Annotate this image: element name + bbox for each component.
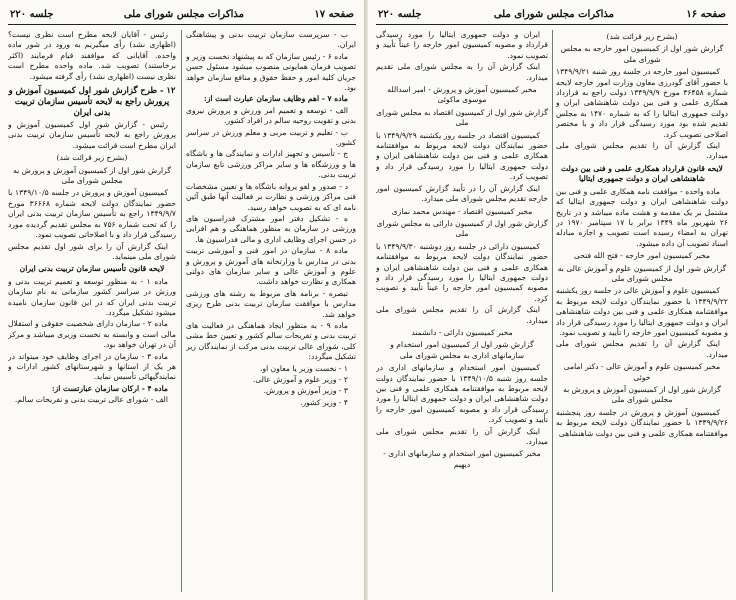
paragraph: ماده ۲ - سازمان دارای شخصیت حقوقی و استقلال مالی است و وابسته به نخست وزیری میباشد و مرکز آن در تهران خواهد بود. xyxy=(8,319,176,350)
list-item: ۱ - نخست وزیر یا معاون او. xyxy=(260,363,348,373)
report-title: گزارش شور اول از کمیسیون دارائی به مجلس شورای ملی xyxy=(376,218,548,239)
paragraph: د - صدور و لغو پروانه باشگاه ها و تعیین مشخصات فنی مراکز ورزشی و نظارت بر فعالیت آنها طبق آئین نامه ای که به تصویب خواهد رسید. xyxy=(186,181,356,212)
rapporteur: مخبر کمیسیون اقتصاد - مهندس محمد نمازی xyxy=(391,206,533,216)
text-column-right xyxy=(186,30,356,592)
page-17 xyxy=(0,0,365,600)
paragraph: کمیسیون آموزش و پرورش در جلسه روز پنجشنبه ۱۳۴۹/۹/۲۶ با حضور نمایندگان دولت لایحه مربوط به موافقتنامه همکاری علمی و فنی بین دولت شاهنشاهی xyxy=(556,407,728,438)
rapporteur: مخبر کمیسیون علوم و آموزش عالی - دکتر امامی خوئی xyxy=(563,362,721,382)
page-header xyxy=(378,6,726,22)
paragraph: کمیسیون امور خارجه در جلسه روز شنبه ۱۳۴۹/۹/۲۱ با حضور آقای گودرزی معاون وزارت امور خارجه لایحه شماره ۳۶۴۵۸ مورخ ۱۳۴۹/۹/۹ دولت راجع به قرارداد همکاری علمی و فنی بین دولت شاهنشاهی ایران و دولت جمهوری ایتالیا را که به شماره ۱۴۷۰ به مجلس تقدیم شده بود مورد رسیدگی قرار داد و با مختصر اصلاحی تصویب کرد. xyxy=(556,67,728,139)
section-heading: ۱۲ - طرح گزارش شور اول کمیسیون آموزش و پرورش راجع به لایحه تأسیس سازمان تربیت بدنی ایران xyxy=(8,85,176,118)
list-item: ۲ - وزیر علوم و آموزش عالی. xyxy=(252,375,348,384)
bill-title: لایحه قانون تأسیس سازمان تربیت بدنی ایران xyxy=(19,264,165,274)
paragraph: اینک گزارش آن را برای شور اول تقدیم مجلس شورای ملی مینماید. xyxy=(8,241,176,261)
paragraph: ج - تأسیس و تجهیز ادارات و نمایندگی ها و باشگاه ها و ورزشگاه ها و سایر مراکز ورزشی تابع سازمان تربیت بدنی. xyxy=(186,149,356,180)
paragraph: کمیسیون علوم و آموزش عالی در جلسه روز یکشنبه ۱۳۴۹/۹/۲۲ با حضور نمایندگان دولت لایحه مربوط به موافقتنامه همکاری علمی و فنی بین دولت شاهنشاهی ایران و دولت جمهوری ایتالیا را مورد رسیدگی قرار داد و مصوبه کمیسیون امور خارجه را تأیید و تصویب نمود. xyxy=(556,286,728,337)
rapporteur: مخبر کمیسیون آموزش و پرورش - امیر اسدالله موسوی ماکوئی xyxy=(387,85,537,105)
rapporteur: مخبر کمیسیون دارائی - دانشمند xyxy=(411,327,513,337)
paragraph: ایران و دولت جمهوری ایتالیا را مورد رسیدگی قرارداد و مصوبه کمیسیون امور خارجه را عیناً تأیید و تصویب نمود. xyxy=(376,30,548,60)
paragraph: کمیسیون امور استخدام و سازمانهای اداری در جلسه روز شنبه ۱۳۴۹/۱۰/۵ با حضور نمایندگان دولت لایحه مربوط به موافقتنامه همکاری علمی و فنی بین دولت شاهنشاهی ایران و دولت جمهوری ایتالیا را مورد رسیدگی قرار داد و مصوبه کمیسیون امور خارجه را تأیید و تصویب کرد. xyxy=(376,363,548,425)
list-item: ۴ - وزیر کشور. xyxy=(300,397,348,407)
rapporteur: مخبر کمیسیون امور خارجه - فتح الله فتحی xyxy=(574,251,710,261)
text-column-left xyxy=(8,30,176,592)
paragraph: ماده ۳ - سازمان در اجرای وظایف خود میتواند در هر یک از استانها و شهرستانهای کشور ادارات و نمایندگیهائی تأسیس نماید. xyxy=(8,351,176,382)
paragraph: اینک گزارش آن را تقدیم مجلس شورای ملی میدارد. xyxy=(556,339,728,359)
article-heading: ماده ۴ - ارکان سازمان عبارتست از: xyxy=(51,383,168,393)
page-16 xyxy=(368,0,736,600)
paragraph: ماده ۱ - به منظور توسعه و تعمیم تربیت بدنی و ورزش در سراسر کشور سازمانی به نام سازمان تربیت بدنی ایران که در این قانون سازمان نامیده میشود تشکیل میگردد. xyxy=(8,276,176,317)
session-title: مذاکرات مجلس شورای ملی xyxy=(493,8,614,20)
reading-note: (بشرح زیر قرائت شد) xyxy=(56,153,128,163)
paragraph: الف - شورای عالی تربیت بدنی و تفریحات سالم. xyxy=(14,395,168,405)
paragraph: اینک گزارش آن را به مجلس شورای ملی تقدیم میدارد. xyxy=(376,62,548,82)
paragraph: اینک گزارش آن را در تأیید گزارش کمیسیون امور خارجه تقدیم مجلس شورای ملی میدارد. xyxy=(376,183,548,204)
paragraph: کمیسیون اقتصاد در جلسه روز یکشنبه ۱۳۴۹/۹/۲۹ با حضور نمایندگان دولت لایحه مربوط به موافقتنامه همکاری علمی و فنی بین دولت شاهنشاهی ایران و دولت جمهوری ایتالیا را مورد رسیدگی قرار داد و تصویب کرد. xyxy=(376,130,548,182)
paragraph: اینک گزارش آن را تقدیم مجلس شورای ملی میدارد. xyxy=(376,305,548,325)
report-title: گزارش شور اول از کمیسیون آموزش و پرورش به مجلس شورای ملی xyxy=(13,165,171,186)
paragraph: ماده واحده - موافقت نامه همکاری علمی و فنی بین دولت شاهنشاهی ایران و دولت جمهوری ایتالیا که مشتمل بر یک مقدمه و هشت ماده میباشد و در تاریخ ۲۶ شهریور ماه ۱۳۴۹ برابر با ۱۷ سپتامبر ۱۹۷۰ در تهران به امضاء رسیده است تصویب و اجازه مبادله اسناد تصویب آن داده میشود. xyxy=(556,186,728,248)
paragraph: کمیسیون دارائی در جلسه روز دوشنبه ۱۳۴۹/۹/۳۰ با حضور نمایندگان دولت لایحه مربوط به موافقتنامه همکاری علمی و فنی بین دولت شاهنشاهی ایران و دولت جمهوری ایتالیا را مورد رسیدگی قرار داد و مصوبه کمیسیون امور خارجه را عیناً تأیید و تصویب کرد. xyxy=(376,241,548,303)
paragraph: کمیسیون آموزش و پرورش در جلسه ۱۳۴۹/۱۰/۵ با حضور نمایندگان دولت لایحه شماره ۳۶۶۶۸ مورخ ۱۳۴۹/۹/۷ راجع به تأسیس سازمان تربیت بدنی ایران را که تحت شماره ۷۵۶ به مجلس تقدیم گردیده مورد رسیدگی قرار داد و با اصلاحاتی تصویب نمود. xyxy=(8,188,176,240)
report-title: گزارش شور اول از کمیسیون امور خارجه به مجلس شورای ملی xyxy=(560,44,724,64)
paragraph: ماده ۸ - سازمان در امور فنی و آموزشی تربیت بدنی در مدارس با وزارتخانه های آموزش و پرورش و علوم و آموزش عالی و سایر سازمان های دولتی همکاری و نظارت خواهد داشت. xyxy=(186,246,356,287)
text-column-left xyxy=(376,30,548,592)
paragraph: رئیس - گزارش شور اول کمیسیون آموزش و پرورش راجع به لایحه تأسیس سازمان تربیت بدنی ایران مطرح است قرائت میشود. xyxy=(8,120,176,150)
header-rule xyxy=(376,24,728,25)
session-number: جلسه ۲۲۰ xyxy=(378,8,422,20)
article-heading: ماده ۷ - اهم وظایف سازمان عبارت است از: xyxy=(203,94,348,104)
paragraph: ه - تشکیل دفتر امور مشترک فدراسیون های ورزشی در سازمان به منظور هماهنگی و هم افزایی در حسن اجرای وظایف اداری و مالی فدراسیون ها. xyxy=(186,213,356,244)
paragraph: رئیس - آقایان لایحه مطرح است نظری نیست؟ (اظهاری نشد) رأی میگیریم به ورود در شور ماده واحده. آقایانی که موافقند قیام فرمایند (اکثر برخاستند) تصویب شد. ماده واحده مطرح است نظری نیست (اظهاری نشد) رأی گرفته میشود. xyxy=(8,30,176,81)
paragraph: اینک گزارش آن را تقدیم مجلس شورای ملی میدارد. xyxy=(376,426,548,447)
reading-note: (بشرح زیر قرائت شد) xyxy=(606,32,678,41)
page-header xyxy=(10,6,354,22)
bill-title: لایحه قانون قرارداد همکاری علمی و فنی بین دولت شاهنشاهی ایران و دولت جمهوری ایتالیا xyxy=(561,163,723,184)
header-rule xyxy=(8,24,356,25)
page-number: صفحه ۱۶ xyxy=(686,8,726,20)
report-title: گزارش شور اول از کمیسیون اقتصاد به مجلس شورای ملی xyxy=(376,107,548,128)
paragraph: ب - سرپرست سازمان تربیت بدنی و پیشاهنگی ایران. xyxy=(186,30,356,50)
text-column-right xyxy=(556,30,728,592)
paragraph: ماده ۹ - به منظور ایجاد هماهنگی در فعالیت های تربیت بدنی و تفریحات سالم کشور و تعیین خط مشی کلی، شورای عالی تربیت بدنی مرکب از نمایندگان زیر تشکیل میگردد: xyxy=(186,320,356,362)
session-number: جلسه ۲۲۰ xyxy=(10,8,54,20)
page-number: صفحه ۱۷ xyxy=(314,8,354,20)
paragraph: الف - توسعه و تعمیم امر ورزش و پرورش نیروی بدنی و تقویت روحیه سالم در افراد کشور. xyxy=(186,105,356,126)
report-title: گزارش شور اول از کمیسیون آموزش و پرورش به مجلس شورای ملی xyxy=(563,385,721,405)
column-rule xyxy=(552,30,553,592)
session-title: مذاکرات مجلس شورای ملی xyxy=(123,8,244,20)
paragraph: ماده ۶ - رئیس سازمان که به پیشنهاد نخست وزیر و تصویب فرمان همایونی منصوب میشود مسئول حسن جریان کلیه امور و حفظ حقوق و منافع سازمان خواهد بود. xyxy=(186,51,356,93)
column-rule xyxy=(181,30,182,592)
paragraph: اینک گزارش آن را تقدیم مجلس شورای ملی میدارد. xyxy=(556,141,728,161)
list-item: ۳ - وزیر آموزش و پرورش. xyxy=(263,386,348,396)
report-title: گزارش شور اول از کمیسیون امور استخدام و سازمانهای اداری به مجلس شورای ملی xyxy=(390,340,534,360)
rapporteur: مخبر کمیسیون امور استخدام و سازمانهای اداری - دیهیم xyxy=(383,449,541,469)
paragraph: ب - تعلیم و تربیت مربی و معلم ورزش در سراسر کشور. xyxy=(186,127,356,148)
report-title: گزارش شور اول از کمیسیون علوم و آموزش عالی به مجلس شورای ملی xyxy=(557,263,727,283)
paragraph: تبصره - برنامه های مربوط به رشته های ورزشی مدارس با موافقت سازمان تربیت بدنی طرح ریزی خواهد شد. xyxy=(186,288,356,319)
